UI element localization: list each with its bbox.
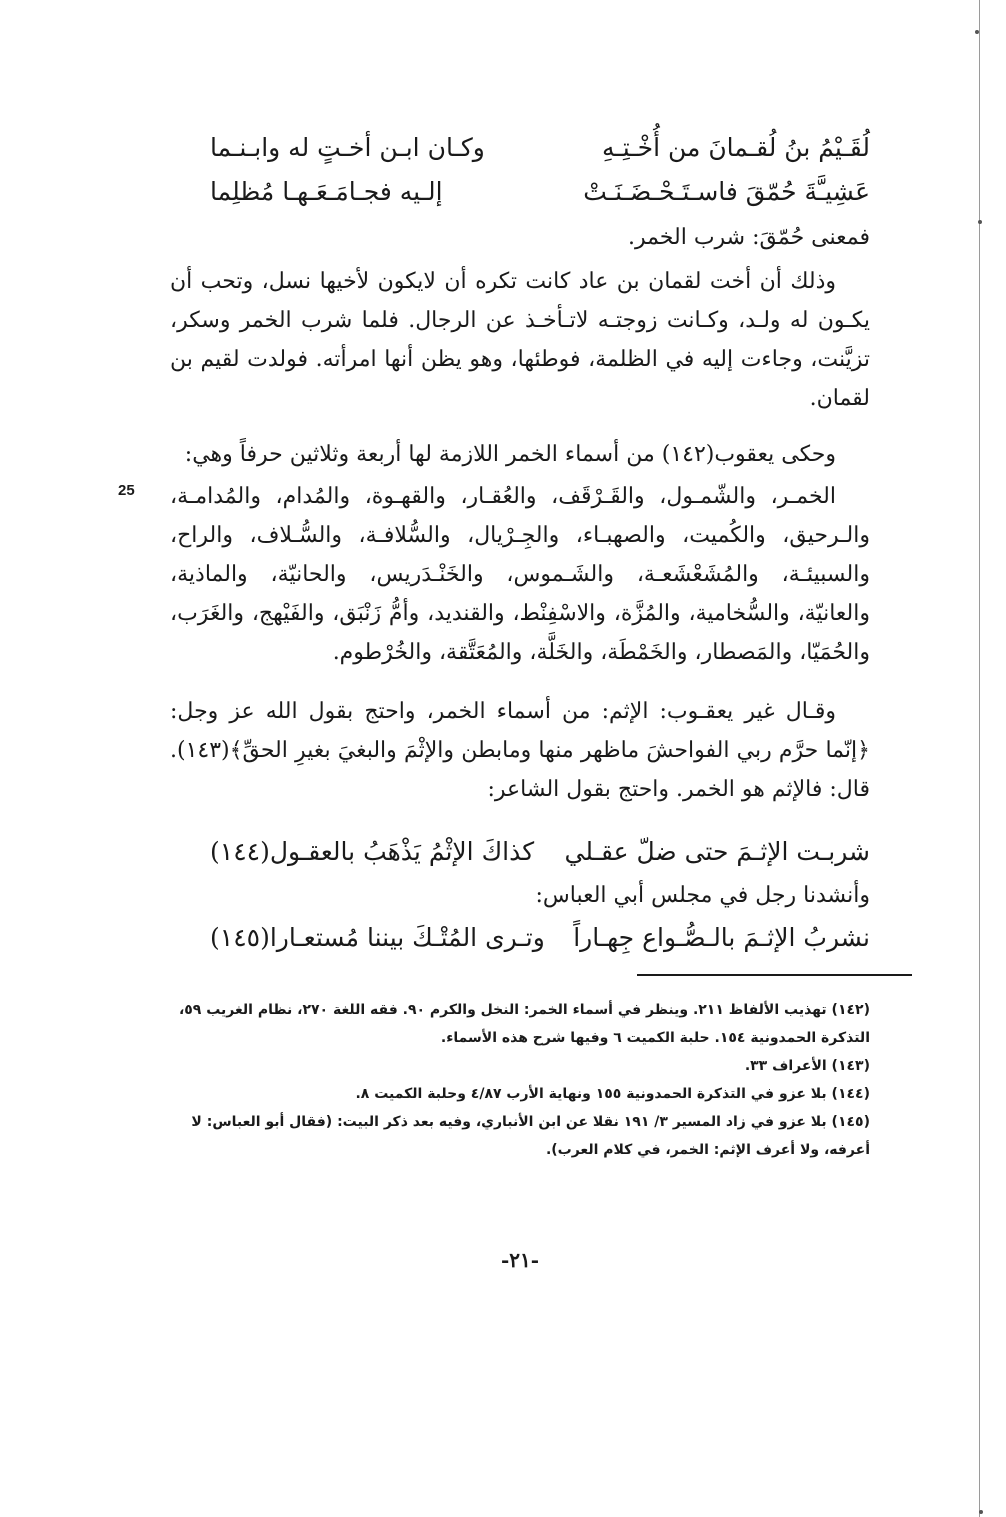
verse-line — [170, 172, 870, 212]
page-number: -٢١- — [500, 1248, 540, 1272]
verse-hemistich-right: نشربُ الإثـمَ بالـصُّـواع جِهـاراً — [573, 923, 870, 952]
scan-speck — [975, 30, 979, 34]
footnote: (١٤٣) الأعراف ٣٣. — [744, 1058, 870, 1074]
verse-line — [170, 128, 870, 168]
verse-hemistich-left: وكـان ابـن أخـتٍ له وابـنـما — [210, 133, 485, 162]
footnote-separator — [637, 974, 912, 976]
verse-hemistich-right: عَشِيـَّةَ حُمّقَ فاسـتَـحْـضَـنَـتْ — [583, 177, 870, 206]
scan-edge-line — [979, 0, 980, 1517]
verse-hemistich-right: لُقَـيْمُ بنُ لُقـمانَ من أُخْـتِـهِ — [602, 133, 870, 162]
paragraph: فمعنى حُمّقَ: شرب الخمر. — [627, 225, 870, 250]
verse-hemistich-left: إلـيه فجـامَـعَـهـا مُظلِما — [210, 177, 443, 206]
verse-hemistich-left: كذاكَ الإثْمُ يَذْهَبُ بالعقـول(١٤٤) — [210, 837, 535, 866]
verse-hemistich-left: وتـرى المُتْـكَ بيننا مُستعـارا(١٤٥) — [210, 923, 545, 952]
footnote: (١٤٥) بلا عزو في زاد المسير ٣/ ١٩١ نقلا عن ابن الأنباري، وفيه بعد ذكر البيت: (فقال أبو العباس: لا أعرفه، ولا أعرف الإثم: الخمر، في كلام العرب). — [191, 1114, 870, 1158]
verse-line — [170, 832, 870, 872]
verse-line — [170, 918, 870, 958]
paragraph: وقـال غير يعقـوب: الإثم: من أسماء الخمر، واحتج بقول الله عز وجل: ﴿إنّما حرَّم ربي الفواحشَ ماظهر منها ومابطن والإثْمَ والبغيَ بغيرِ الحقِّ﴾(١٤٣). قال: فالإثم هو الخمر. واحتج بقول الشاعر: — [170, 699, 870, 802]
paragraph: وذلك أن أخت لقمان بن عاد كانت تكره أن لايكون لأخيها نسل، وتحب أن يكـون له ولـد، وكـانت زوجتـه لاتـأخـذ عن الرجال. فلما شرب الخمر وسكر، تزيَّنت، وجاءت إليه في الظلمة، فوطئها، وهو يظن أنها امرأته. فولدت لقيم بن لقمان. — [170, 269, 870, 411]
footnotes — [170, 996, 870, 1164]
scan-speck — [978, 220, 982, 224]
margin-marker: 25 — [118, 482, 135, 499]
footnote: (١٤٤) بلا عزو في التذكرة الحمدونية ١٥٥ ونهاية الأرب ٤/٨٧ وحلبة الكميت ٨. — [355, 1086, 870, 1102]
word-list-paragraph: الخمـر، والشّمـول، والقَـرْقَف، والعُقـار، والقهـوة، والمُدام، والمُدامـة، والـرحيق، والكُميت، والصهبـاء، والجِـرْيال، والسُّلافـة، والسُّـلاف، والراح، والسبيئـة، والمُشَعْشَعـة، والشَـموس، والخَنْـدَريس، والحانيّة، والماذية، والعانيّة، والسُّخامية، والمُزَّة، والاسْفِنْط، والقنديد، وأمُّ زَنْبَق، والفَيْهج، والغَرَب، والحُمَيّا، والمَصطار، والخَمْطَة، والخَلَّة، والمُعَتَّقة، والخُرْطوم. — [170, 484, 870, 665]
verse-hemistich-right: شربـت الإثـمَ حتى ضلّ عقـلي — [564, 837, 870, 866]
paragraph: وحكى يعقوب(١٤٢) من أسماء الخمر اللازمة لها أربعة وثلاثين حرفاً وهي: — [184, 442, 836, 467]
footnote: (١٤٢) تهذيب الألفاظ ٢١١. وينظر في أسماء الخمر: النخل والكرم ٩٠. فقه اللغة ٢٧٠، نظام الغريب ٥٩، التذكرة الحمدونية ١٥٤. حلبة الكميت ٦ وفيها شرح هذه الأسماء. — [178, 1002, 870, 1046]
scan-speck — [979, 1510, 983, 1514]
paragraph: وأنشدنا رجل في مجلس أبي العباس: — [535, 883, 870, 908]
